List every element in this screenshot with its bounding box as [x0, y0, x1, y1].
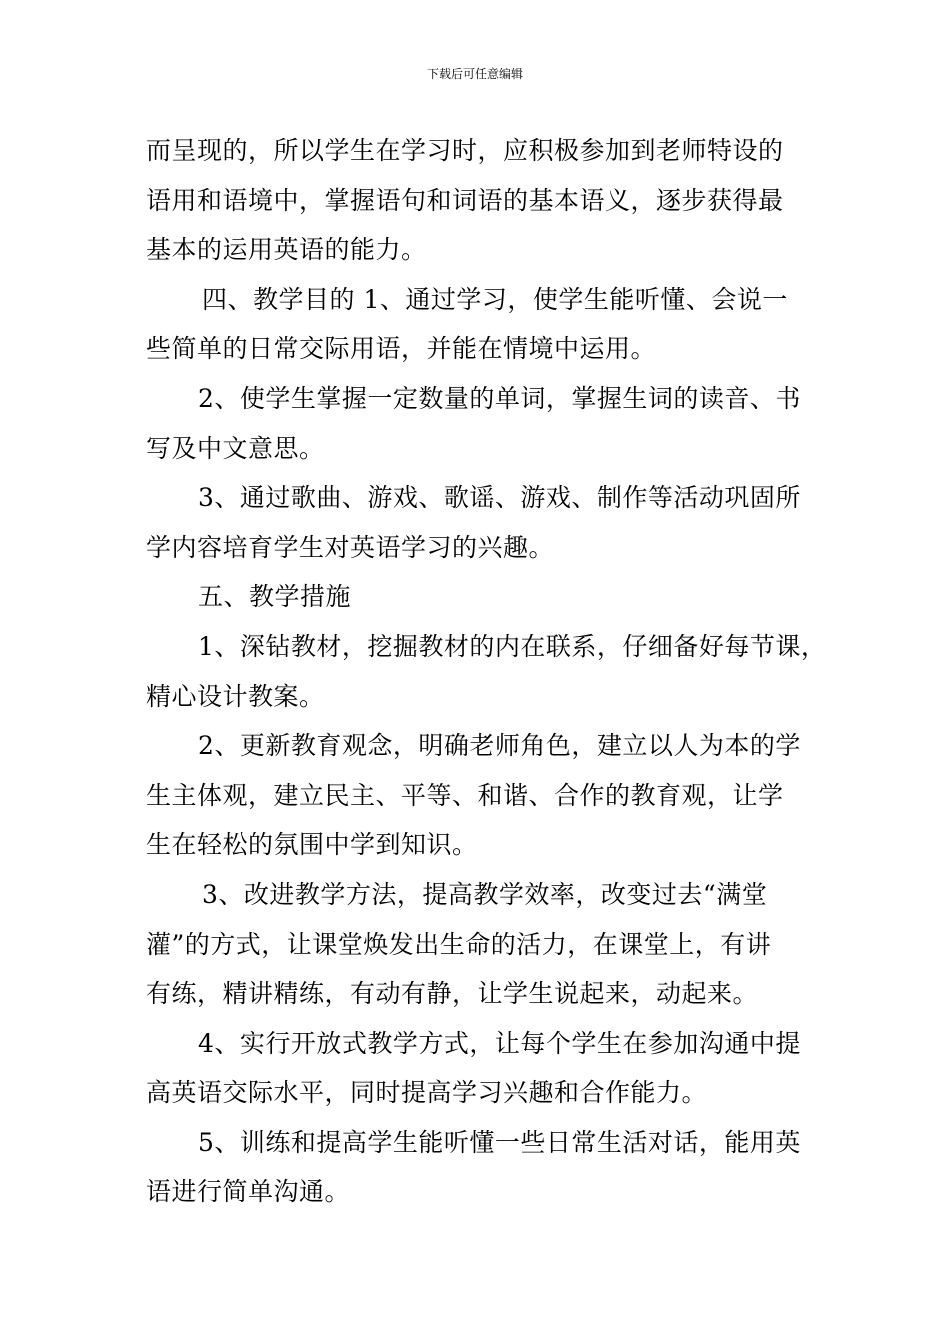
text-line: 5、训练和提高学生能听懂一些日常生活对话，能用英	[198, 1127, 801, 1157]
text-line: 有练，精讲精练，有动有静，让学生说起来，动起来。	[146, 979, 759, 1009]
text-line: 学内容培育学生对英语学习的兴趣。	[146, 532, 555, 562]
text-line: 2、更新教育观念，明确老师角色，建立以人为本的学	[198, 731, 801, 761]
section-heading-line: 四、教学目的 1、通过学习，使学生能听懂、会说一	[202, 284, 788, 314]
text-line: 灌”的方式，让课堂焕发出生命的活力，在课堂上，有讲	[146, 929, 772, 959]
text-line: 基本的运用英语的能力。	[146, 235, 427, 265]
text-line: 生在轻松的氛围中学到知识。	[146, 830, 478, 860]
text-line: 4、实行开放式教学方式，让每个学生在参加沟通中提	[198, 1028, 801, 1058]
text-line: 些简单的日常交际用语，并能在情境中运用。	[146, 334, 657, 364]
text-line: 3、改进教学方法，提高教学效率，改变过去“满堂	[202, 879, 768, 909]
text-line: 高英语交际水平，同时提高学习兴趣和合作能力。	[146, 1078, 708, 1108]
text-line: 3、通过歌曲、游戏、歌谣、游戏、制作等活动巩固所	[198, 483, 801, 513]
text-line: 生主体观，建立民主、平等、和谐、合作的教育观，让学	[146, 780, 784, 810]
text-line: 1、深钻教材，挖掘教材的内在联系，仔细备好每节课，	[198, 631, 827, 661]
text-line: 语用和语境中，掌握语句和词语的基本语义，逐步获得最	[146, 185, 784, 215]
header-note: 下载后可任意编辑	[426, 67, 523, 81]
text-line: 写及中文意思。	[146, 433, 325, 463]
text-line: 2、使学生掌握一定数量的单词，掌握生词的读音、书	[198, 383, 801, 413]
body-text	[146, 126, 827, 1217]
text-line: 精心设计教案。	[146, 681, 325, 711]
text-line: 语进行简单沟通。	[146, 1177, 351, 1207]
text-line: 而呈现的，所以学生在学习时，应积极参加到老师特设的	[146, 136, 784, 165]
section-heading: 五、教学措施	[198, 582, 352, 612]
